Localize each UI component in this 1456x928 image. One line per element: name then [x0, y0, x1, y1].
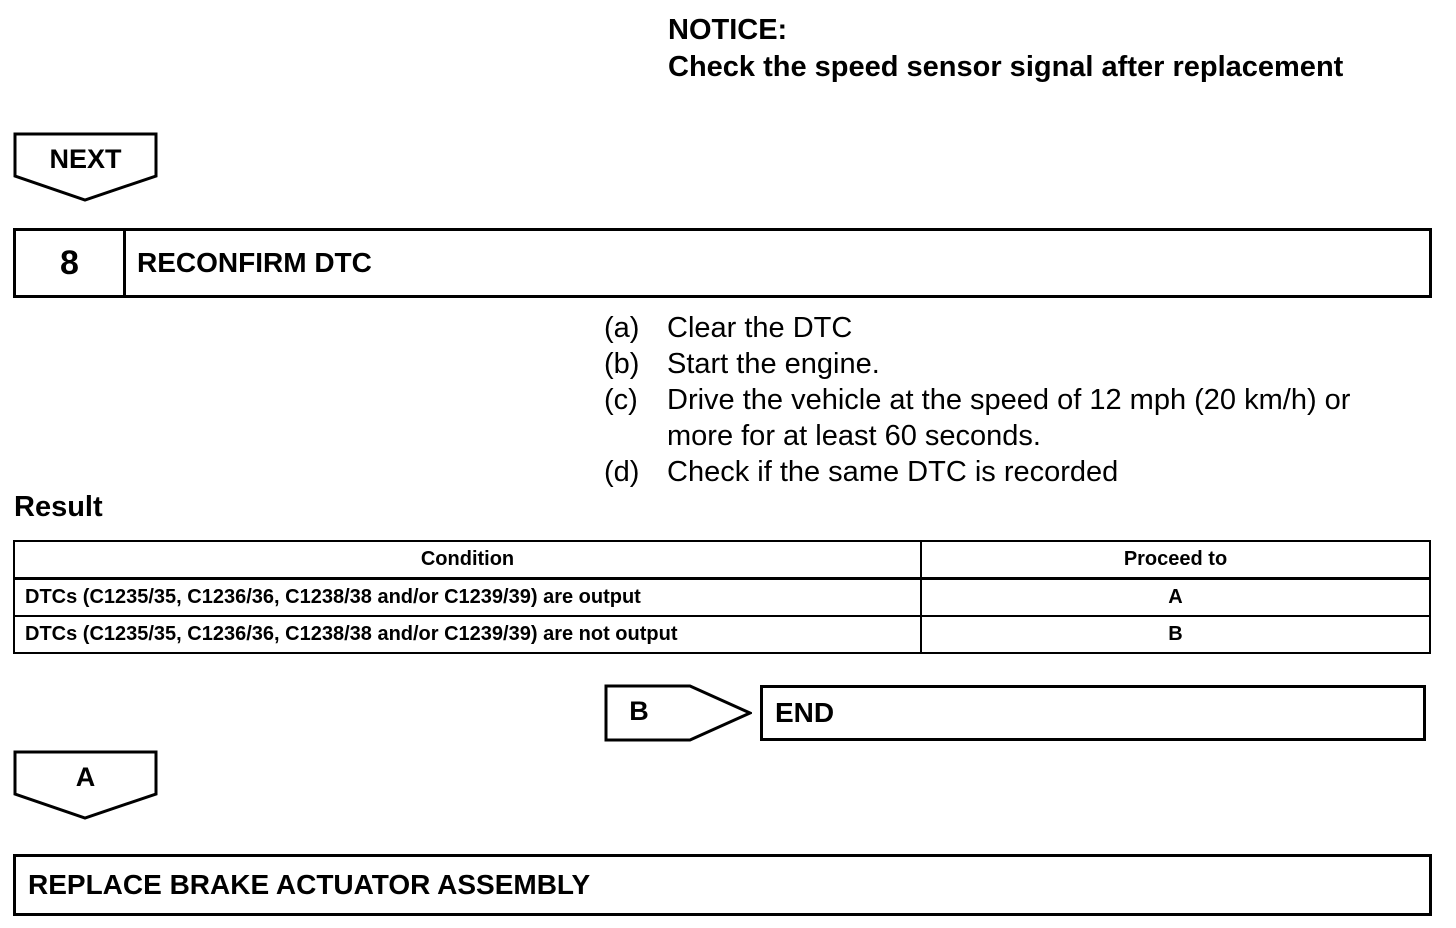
procedure-text: [667, 310, 1424, 346]
notice-block: [668, 12, 1343, 86]
header-condition: Condition: [14, 541, 921, 579]
next-arrow[interactable]: [13, 132, 158, 204]
step-number: 8: [16, 231, 126, 295]
notice-text: Check the speed sensor signal after replacement: [668, 51, 1344, 83]
procedure-text: [667, 346, 1424, 382]
b-arrow[interactable]: [604, 684, 752, 742]
cell-condition: DTCs (C1235/35, C1236/36, C1238/38 and/or C1239/39) are not output: [14, 616, 921, 653]
procedure-mark: (d): [604, 456, 640, 488]
end-box[interactable]: END: [760, 685, 1426, 741]
cell-condition: DTCs (C1235/35, C1236/36, C1238/38 and/or C1239/39) are output: [14, 579, 921, 617]
next-label: NEXT: [49, 144, 122, 174]
procedure-text: [667, 454, 1424, 490]
procedure-mark: (c): [604, 384, 638, 416]
a-arrow[interactable]: [13, 750, 158, 822]
table-row: [14, 616, 1430, 653]
procedure-item: [604, 382, 1424, 454]
procedure-line: more for at least 60 seconds.: [667, 420, 1041, 452]
procedure-item: [604, 310, 1424, 346]
procedure-item: [604, 346, 1424, 382]
procedure-mark: (a): [604, 312, 640, 344]
procedure-line: Start the engine.: [667, 348, 880, 380]
procedure-item: [604, 454, 1424, 490]
procedure-line: Drive the vehicle at the speed of 12 mph (20 km/h) or: [667, 384, 1351, 416]
procedure-line: Clear the DTC: [667, 312, 853, 344]
cell-proceed: A: [921, 579, 1430, 617]
replace-box[interactable]: REPLACE BRAKE ACTUATOR ASSEMBLY: [13, 854, 1432, 916]
table-header-row: [14, 541, 1430, 579]
procedure-line: Check if the same DTC is recorded: [667, 456, 1119, 488]
header-proceed: Proceed to: [921, 541, 1430, 579]
a-label: A: [75, 762, 96, 792]
cell-proceed: B: [921, 616, 1430, 653]
notice-label: NOTICE:: [668, 14, 788, 46]
procedure-mark: (b): [604, 348, 640, 380]
result-heading: Result: [14, 491, 103, 523]
step-header: [13, 228, 1432, 298]
step-title: RECONFIRM DTC: [137, 247, 372, 278]
procedure-text: [667, 382, 1424, 454]
procedure-list: [604, 310, 1424, 490]
table-row: [14, 579, 1430, 617]
result-table: [13, 540, 1431, 654]
b-label: B: [629, 696, 649, 726]
